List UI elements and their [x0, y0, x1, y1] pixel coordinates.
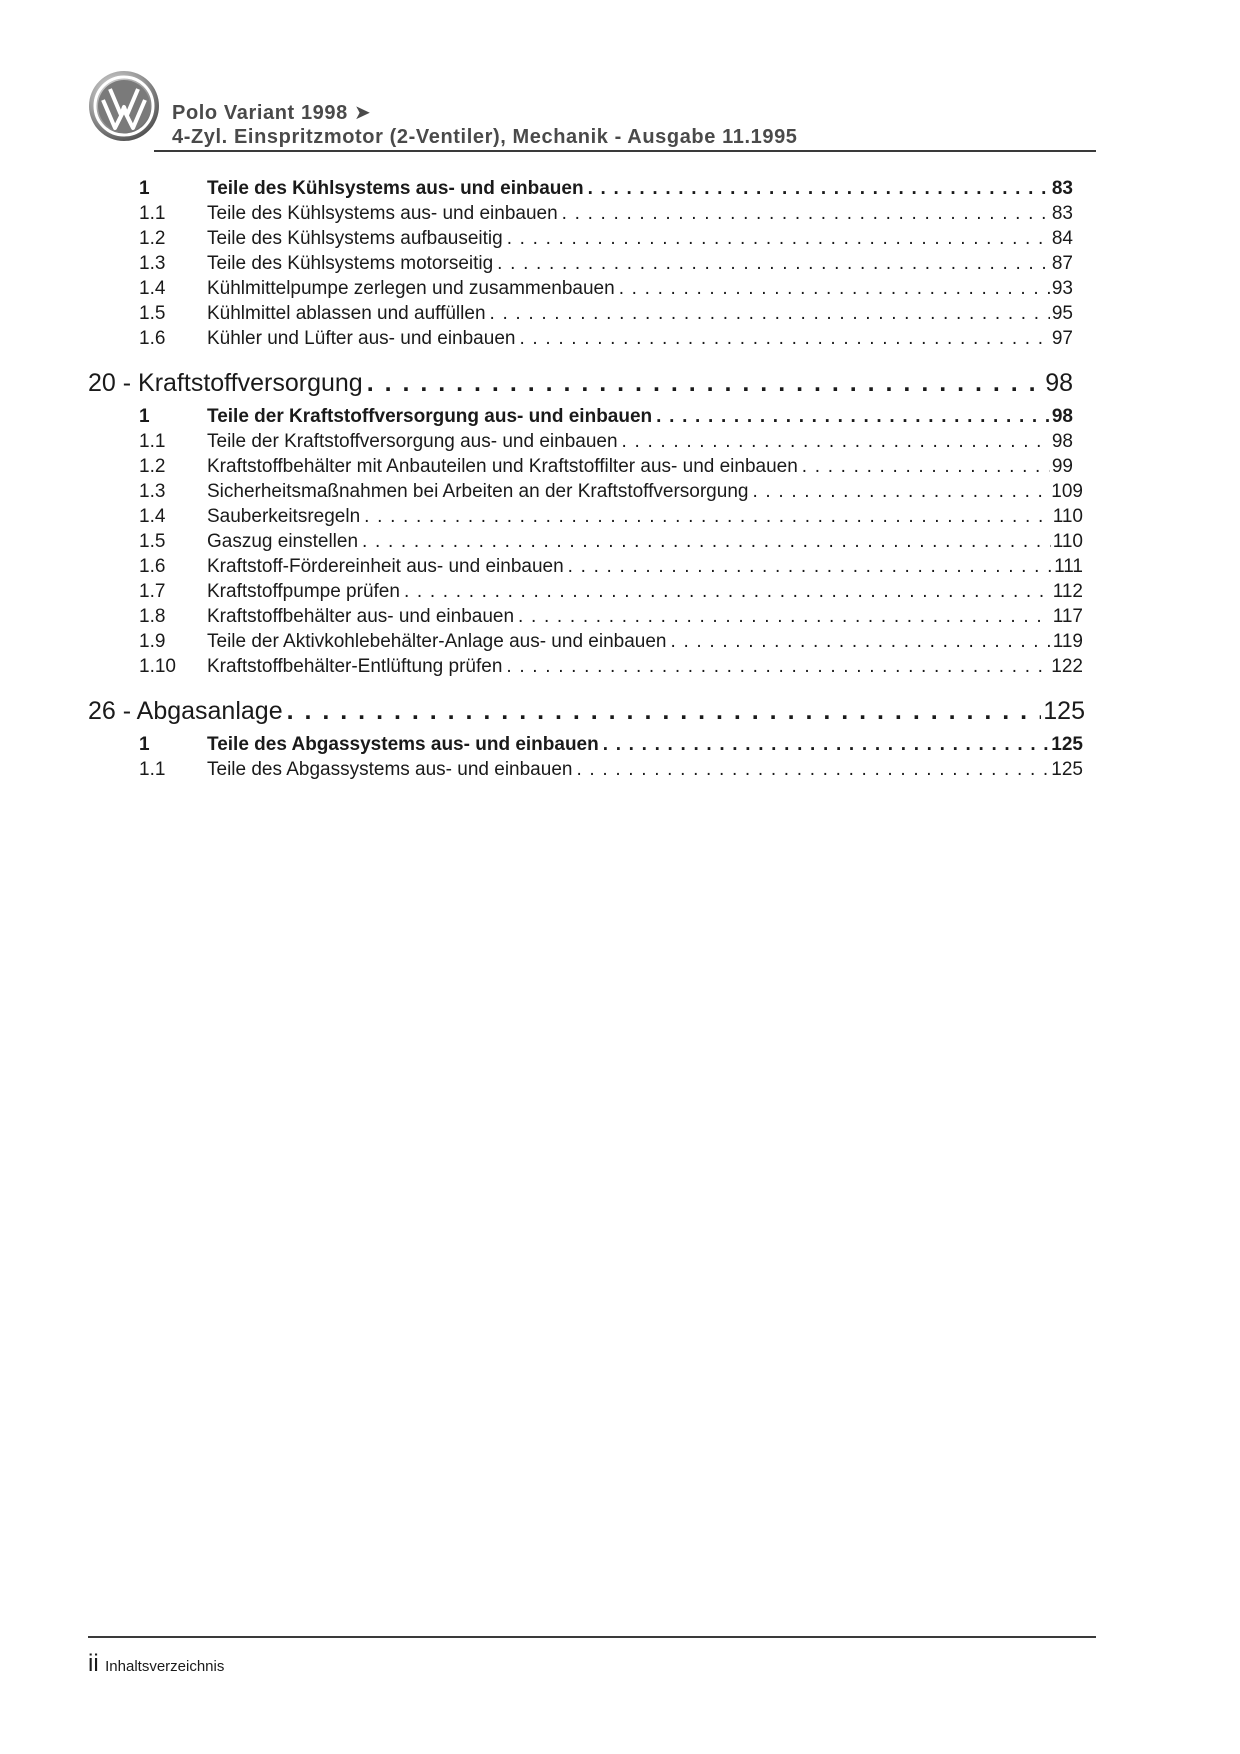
toc-entry[interactable] [0, 554, 1083, 580]
page-footer [88, 1650, 224, 1678]
toc-entry-title: Teile der Kraftstoffversorgung aus- und einbauen [207, 431, 618, 452]
toc-entry-title: Teile der Kraftstoffversorgung aus- und einbauen [207, 406, 653, 427]
footer-divider [88, 1636, 1096, 1638]
chapter-title: 26 - Abgasanlage [88, 697, 283, 725]
toc-entry-title: Teile des Abgassystems aus- und einbauen [207, 734, 599, 755]
toc-entry[interactable] [0, 732, 1083, 758]
toc-leader-dots [287, 694, 1042, 728]
toc-entry-page: 99 [1051, 456, 1073, 477]
toc-entry[interactable] [0, 176, 1073, 202]
toc-entry-number: 1.4 [139, 506, 166, 527]
toc-entry-title: Kühler und Lüfter aus- und einbauen [207, 328, 516, 349]
toc-entry[interactable] [0, 629, 1083, 655]
toc-entry-title: Sauberkeitsregeln [207, 506, 361, 527]
toc-entry-title: Teile der Aktivkohlebehälter-Anlage aus- und einbauen [207, 631, 667, 652]
toc-leader-dots [364, 504, 1051, 530]
toc-entry[interactable] [0, 226, 1073, 252]
toc-entry-page: 110 [1052, 531, 1083, 552]
toc-entry-title: Teile des Abgassystems aus- und einbauen [207, 759, 573, 780]
toc-entry-number: 1.1 [139, 759, 166, 780]
toc-chapter-20[interactable] [0, 366, 1073, 400]
toc-entry-page: 122 [1051, 656, 1083, 677]
toc-entry-page: 93 [1051, 278, 1073, 299]
toc-entry-title: Gaszug einstellen [207, 531, 359, 552]
toc-leader-dots [362, 529, 1051, 555]
toc-entry-page: 112 [1052, 581, 1083, 602]
toc-entry[interactable] [0, 301, 1073, 327]
toc-leader-dots [367, 366, 1044, 400]
toc-leader-dots [603, 732, 1050, 758]
toc-entry-page: 111 [1054, 556, 1083, 577]
toc-entry-number: 1.2 [139, 228, 166, 249]
toc-entry[interactable] [0, 251, 1073, 277]
toc-entry[interactable] [0, 326, 1073, 352]
toc-entry-title: Teile des Kühlsystems aus- und einbauen [207, 203, 558, 224]
toc-entry-page: 95 [1051, 303, 1073, 324]
toc-entry-number: 1.6 [139, 328, 166, 349]
toc-entry-title: Teile des Kühlsystems aus- und einbauen [207, 178, 584, 199]
toc-entry-number: 1.7 [139, 581, 166, 602]
toc-entry-page: 83 [1051, 178, 1073, 199]
toc-entry-number: 1.6 [139, 556, 166, 577]
toc-leader-dots [752, 479, 1049, 505]
toc-leader-dots [507, 226, 1050, 252]
toc-entry[interactable] [0, 529, 1083, 555]
footer-page-number: ii [88, 1650, 99, 1677]
chapter-title: 20 - Kraftstoffversorgung [88, 369, 363, 397]
toc-entry[interactable] [0, 404, 1073, 430]
toc-entry-title: Kühlmittel ablassen und auffüllen [207, 303, 486, 324]
toc-entry-page: 97 [1051, 328, 1073, 349]
toc-leader-dots [802, 454, 1050, 480]
toc-leader-dots [518, 604, 1051, 630]
toc-leader-dots [519, 326, 1049, 352]
toc-entry-title: Kraftstoffbehälter-Entlüftung prüfen [207, 656, 503, 677]
toc-entry-page: 98 [1051, 431, 1073, 452]
toc-entry-title: Teile des Kühlsystems motorseitig [207, 253, 494, 274]
toc-entry-number: 1.1 [139, 431, 166, 452]
toc-leader-dots [670, 629, 1050, 655]
toc-entry-title: Kühlmittelpumpe zerlegen und zusammenbauen [207, 278, 615, 299]
toc-entry-title: Kraftstoff-Fördereinheit aus- und einbauen [207, 556, 564, 577]
toc-entry-number: 1 [139, 178, 150, 199]
toc-entry[interactable] [0, 757, 1083, 783]
toc-entry[interactable] [0, 579, 1083, 605]
toc-entry[interactable] [0, 604, 1083, 630]
toc-leader-dots [588, 176, 1050, 202]
toc-entry-page: 125 [1051, 759, 1083, 780]
vw-logo-icon [88, 70, 160, 142]
page-header [88, 70, 1096, 152]
toc-leader-dots [656, 404, 1050, 430]
toc-entry-number: 1.2 [139, 456, 166, 477]
toc-leader-dots [497, 251, 1050, 277]
footer-label: Inhaltsverzeichnis [105, 1658, 225, 1675]
toc-entry-page: 98 [1051, 406, 1073, 427]
toc-entry-number: 1.4 [139, 278, 166, 299]
toc-entry-number: 1.3 [139, 253, 166, 274]
toc-entry-number: 1.1 [139, 203, 166, 224]
toc-leader-dots [490, 301, 1050, 327]
toc-entry-page: 110 [1052, 506, 1083, 527]
toc-entry[interactable] [0, 201, 1073, 227]
toc-leader-dots [506, 654, 1049, 680]
toc-entry-number: 1.8 [139, 606, 166, 627]
toc-entry-page: 109 [1051, 481, 1083, 502]
toc-entry-title: Kraftstoffbehälter aus- und einbauen [207, 606, 515, 627]
toc-entry-number: 1 [139, 406, 150, 427]
toc-entry-number: 1.5 [139, 303, 166, 324]
toc-entry-title: Teile des Kühlsystems aufbauseitig [207, 228, 503, 249]
toc-leader-dots [568, 554, 1052, 580]
toc-chapter-26[interactable] [0, 694, 1085, 728]
toc-entry-page: 84 [1051, 228, 1073, 249]
document-subtitle: 4-Zyl. Einspritzmotor (2-Ventiler), Mechanik - Ausgabe 11.1995 [172, 126, 798, 148]
toc-entry[interactable] [0, 276, 1073, 302]
toc-entry-number: 1.3 [139, 481, 166, 502]
toc-leader-dots [622, 429, 1050, 455]
toc-entry-number: 1 [139, 734, 150, 755]
toc-entry-title: Kraftstoffpumpe prüfen [207, 581, 400, 602]
document-title: Polo Variant 1998 ➤ [172, 102, 372, 124]
chapter-page: 98 [1045, 369, 1073, 397]
toc-entry[interactable] [0, 479, 1083, 505]
toc-entry-page: 125 [1051, 734, 1083, 755]
toc-entry-page: 87 [1051, 253, 1073, 274]
toc-entry-page: 83 [1051, 203, 1073, 224]
toc-entry-number: 1.10 [139, 656, 176, 677]
toc-entry[interactable] [0, 429, 1073, 455]
toc-entry[interactable] [0, 504, 1083, 530]
toc-entry-page: 117 [1052, 606, 1083, 627]
toc-entry-page: 119 [1052, 631, 1083, 652]
header-divider [154, 150, 1096, 152]
toc-leader-dots [404, 579, 1051, 605]
toc-entry-title: Kraftstoffbehälter mit Anbauteilen und Kraftstoffilter aus- und einbauen [207, 456, 798, 477]
toc-leader-dots [562, 201, 1050, 227]
toc-entry[interactable] [0, 454, 1073, 480]
toc-entry-title: Sicherheitsmaßnahmen bei Arbeiten an der Kraftstoffversorgung [207, 481, 749, 502]
toc-entry[interactable] [0, 654, 1083, 680]
toc-leader-dots [619, 276, 1050, 302]
chapter-page: 125 [1043, 697, 1085, 725]
toc-leader-dots [576, 757, 1049, 783]
toc-entry-number: 1.5 [139, 531, 166, 552]
toc-entry-number: 1.9 [139, 631, 166, 652]
